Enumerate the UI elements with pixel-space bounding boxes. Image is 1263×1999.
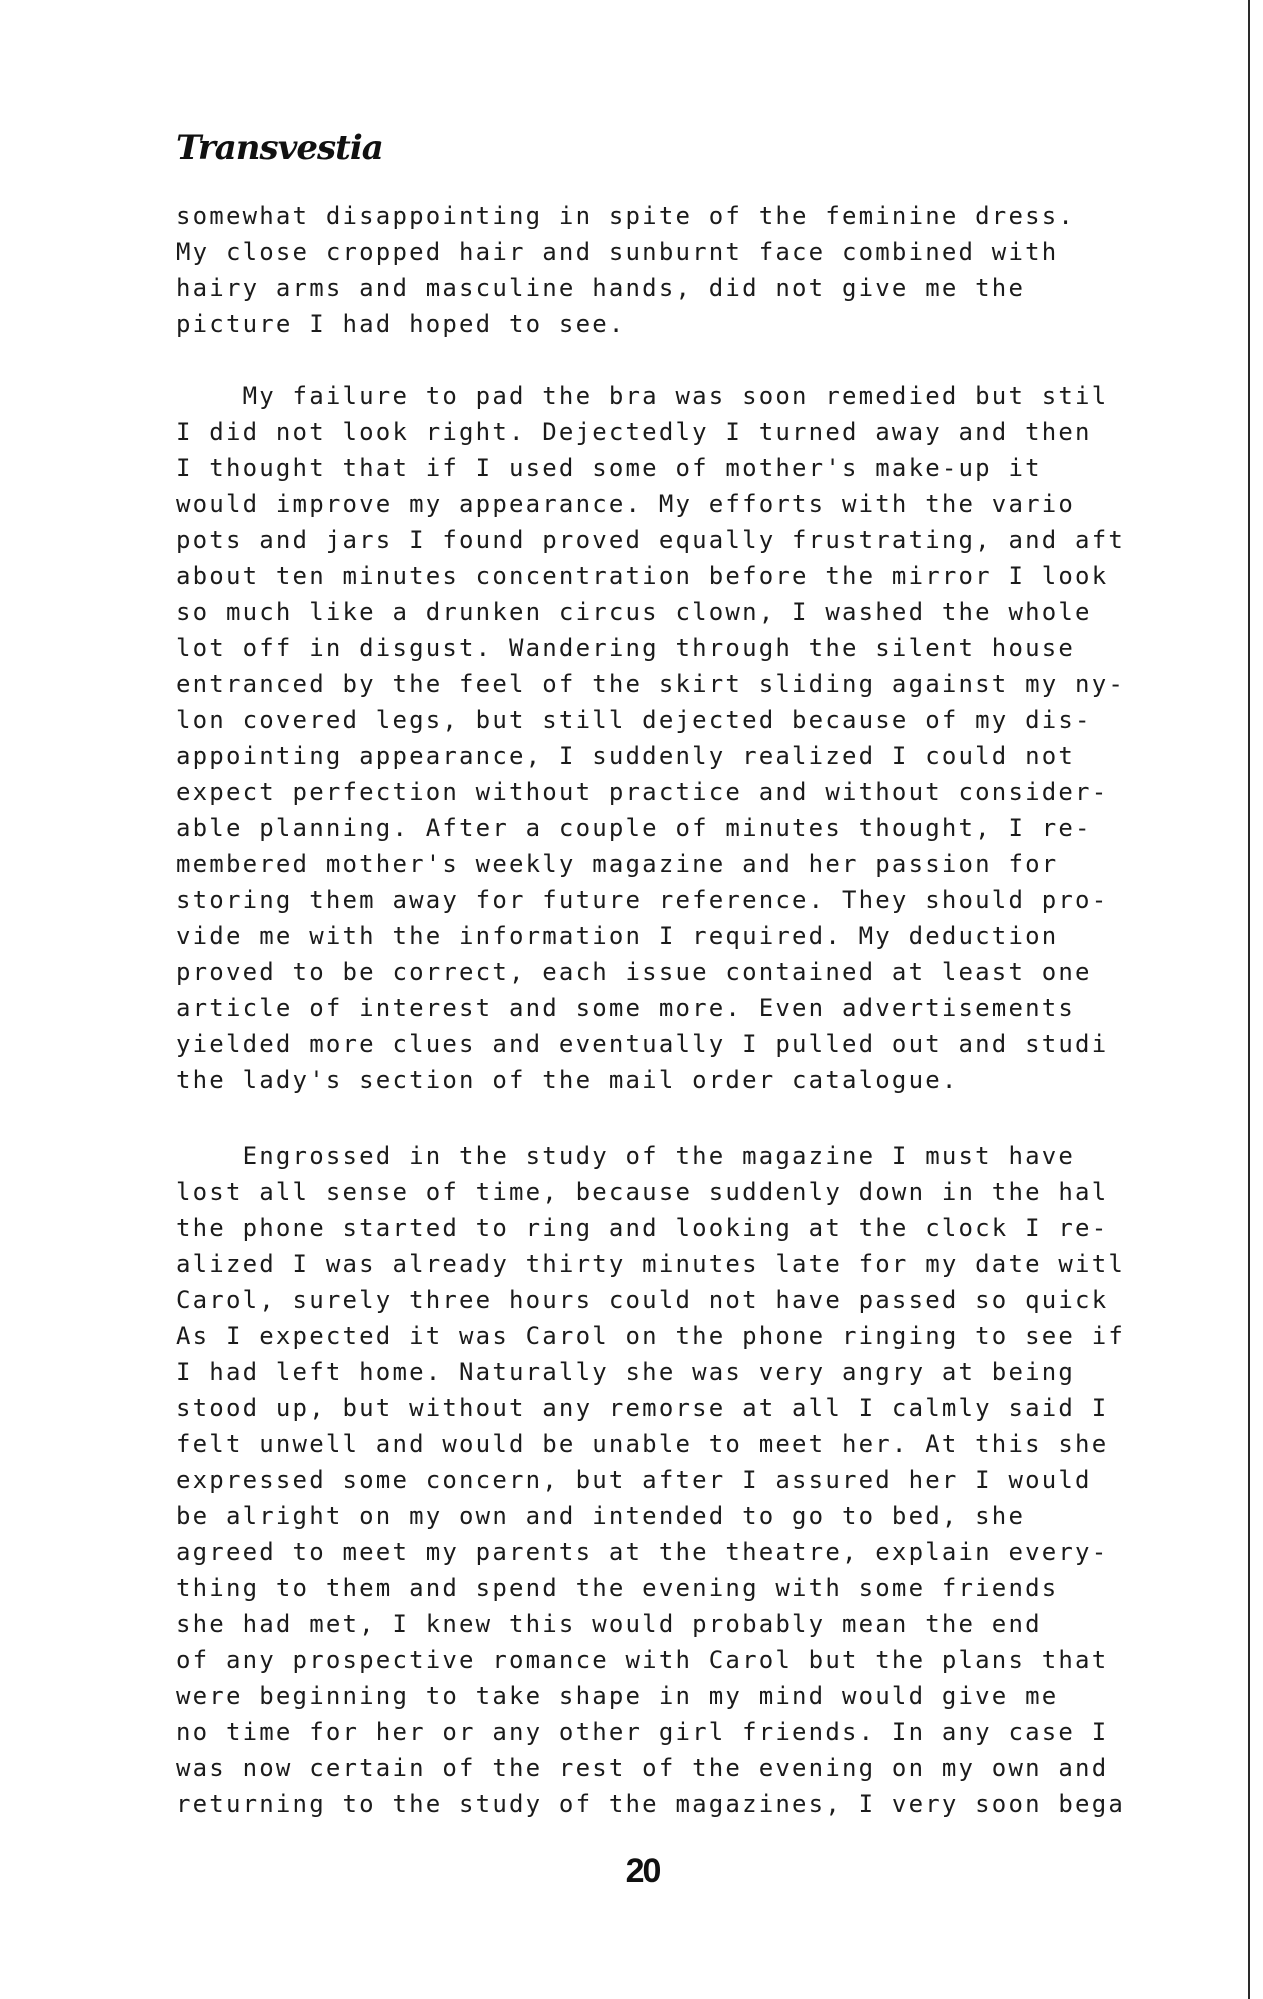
text-line: I thought that if I used some of mother's make-up it: [176, 454, 1042, 482]
text-line: somewhat disappointing in spite of the feminine dress.: [176, 202, 1076, 230]
text-line: membered mother's weekly magazine and her passion for: [176, 850, 1059, 878]
paragraph-1: [176, 198, 1248, 342]
text-line: stood up, but without any remorse at all I calmly said I: [176, 1394, 1109, 1422]
text-line: proved to be correct, each issue contained at least one: [176, 958, 1092, 986]
text-line: storing them away for future reference. They should pro-: [176, 886, 1109, 914]
text-line: felt unwell and would be unable to meet her. At this she: [176, 1430, 1109, 1458]
text-line: As I expected it was Carol on the phone ringing to see if: [176, 1322, 1126, 1350]
text-line: returning to the study of the magazines, I very soon bega: [176, 1790, 1126, 1818]
text-line: picture I had hoped to see.: [176, 310, 626, 338]
page-number: 20: [625, 1852, 660, 1890]
text-line: would improve my appearance. My efforts with the vario: [176, 490, 1076, 518]
text-line: so much like a drunken circus clown, I washed the whole: [176, 598, 1092, 626]
text-line: able planning. After a couple of minutes thought, I re-: [176, 814, 1092, 842]
text-line: pots and jars I found proved equally frustrating, and aft: [176, 526, 1126, 554]
text-line: article of interest and some more. Even advertisements: [176, 994, 1076, 1022]
text-line: agreed to meet my parents at the theatre, explain every-: [176, 1538, 1109, 1566]
text-line: expressed some concern, but after I assured her I would: [176, 1466, 1092, 1494]
text-line: no time for her or any other girl friends. In any case I: [176, 1718, 1109, 1746]
text-line: alized I was already thirty minutes late for my date witl: [176, 1250, 1126, 1278]
text-line: of any prospective romance with Carol but the plans that: [176, 1646, 1109, 1674]
text-line: My failure to pad the bra was soon remedied but stil: [176, 382, 1109, 410]
text-line: entranced by the feel of the skirt sliding against my ny-: [176, 670, 1126, 698]
text-line: lost all sense of time, because suddenly down in the hal: [176, 1178, 1109, 1206]
text-line: lon covered legs, but still dejected because of my dis-: [176, 706, 1092, 734]
text-line: were beginning to take shape in my mind would give me: [176, 1682, 1059, 1710]
text-line: vide me with the information I required. My deduction: [176, 922, 1059, 950]
text-line: hairy arms and masculine hands, did not give me the: [176, 274, 1026, 302]
text-line: about ten minutes concentration before the mirror I look: [176, 562, 1109, 590]
text-line: My close cropped hair and sunburnt face combined with: [176, 238, 1059, 266]
text-line: thing to them and spend the evening with some friends: [176, 1574, 1059, 1602]
text-line: appointing appearance, I suddenly realized I could not: [176, 742, 1076, 770]
text-line: I had left home. Naturally she was very angry at being: [176, 1358, 1076, 1386]
text-line: expect perfection without practice and without consider-: [176, 778, 1109, 806]
masthead-title: Transvestia: [176, 128, 383, 168]
text-line: Engrossed in the study of the magazine I must have: [176, 1142, 1076, 1170]
text-line: be alright on my own and intended to go to bed, she: [176, 1502, 1026, 1530]
paragraph-2: [176, 378, 1248, 1098]
text-line: yielded more clues and eventually I pulled out and studi: [176, 1030, 1109, 1058]
text-line: she had met, I knew this would probably mean the end: [176, 1610, 1042, 1638]
text-line: I did not look right. Dejectedly I turned away and then: [176, 418, 1092, 446]
text-line: Carol, surely three hours could not have passed so quick: [176, 1286, 1109, 1314]
text-line: the lady's section of the mail order catalogue.: [176, 1066, 959, 1094]
page-edge-rule: [1248, 0, 1250, 1999]
text-line: lot off in disgust. Wandering through the silent house: [176, 634, 1076, 662]
paragraph-3: [176, 1138, 1248, 1822]
text-line: was now certain of the rest of the evening on my own and: [176, 1754, 1109, 1782]
text-line: the phone started to ring and looking at the clock I re-: [176, 1214, 1109, 1242]
